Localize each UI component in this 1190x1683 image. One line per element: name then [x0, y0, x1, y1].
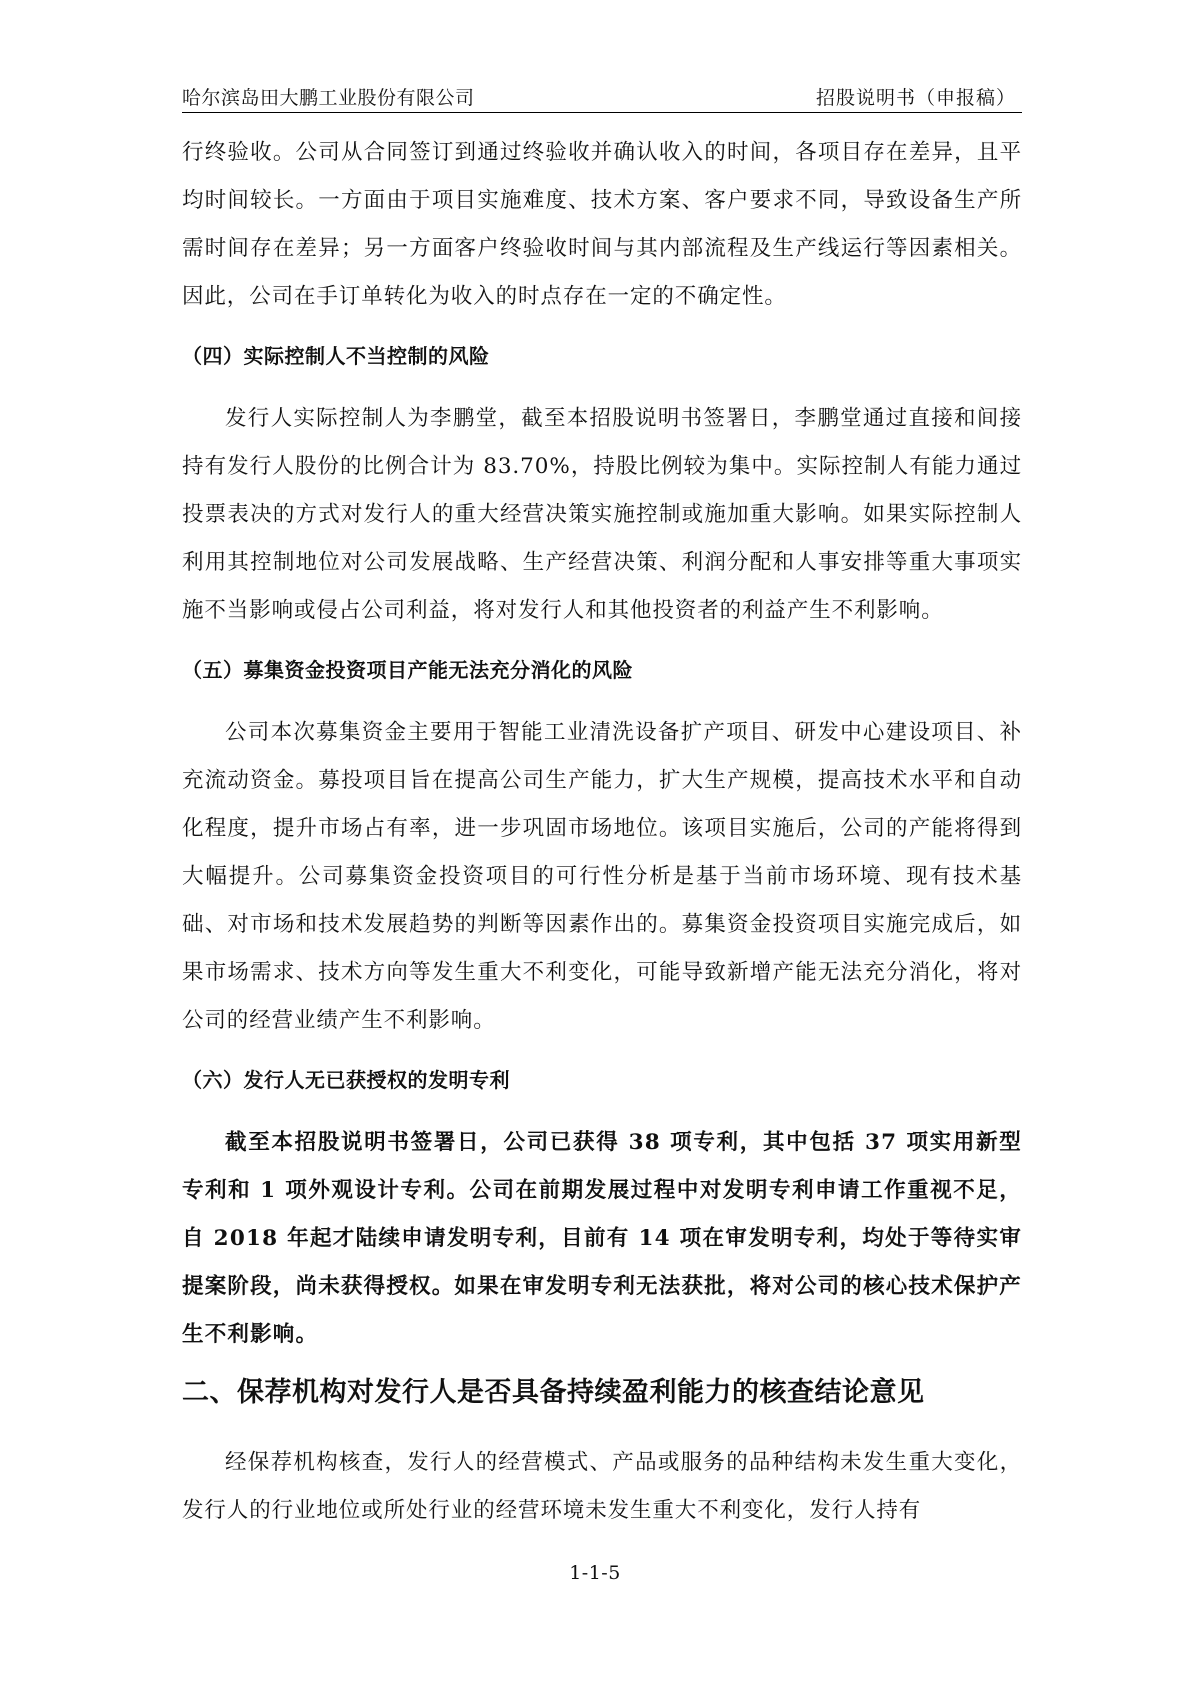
section-4-heading: （四）实际控制人不当控制的风险 — [182, 344, 490, 368]
document-page — [182, 78, 1022, 1535]
header-company-name: 哈尔滨岛田大鹏工业股份有限公司 — [182, 87, 475, 109]
page-number: 1-1-5 — [569, 1562, 621, 1584]
part-2-paragraph: 经保荐机构核查，发行人的经营模式、产品或服务的品种结构未发生重大变化，发行人的行业地位或所处行业的经营环境未发生重大不利变化，发行人持有 — [182, 1450, 1022, 1523]
part-2-heading: 二、保荐机构对发行人是否具备持续盈利能力的核查结论意见 — [182, 1377, 925, 1408]
section-4-paragraph: 发行人实际控制人为李鹏堂，截至本招股说明书签署日，李鹏堂通过直接和间接持有发行人股份的比例合计为 83.70%，持股比例较为集中。实际控制人有能力通过投票表决的方式对发行人的重大经营决策实施控制或施加重大影响。如果实际控制人利用其控制地位对公司发展战略、生产经营决策、利润分配和人事安排等重大事项实施不当影响或侵占公司利益，将对发行人和其他投资者的利益产生不利影响。 — [182, 406, 1022, 623]
header-document-type: 招股说明书（申报稿） — [815, 87, 1016, 109]
page-header — [182, 78, 1022, 113]
section-5-paragraph: 公司本次募集资金主要用于智能工业清洗设备扩产项目、研发中心建设项目、补充流动资金。募投项目旨在提高公司生产能力，扩大生产规模，提高技术水平和自动化程度，提升市场占有率，进一步巩固市场地位。该项目实施后，公司的产能将得到大幅提升。公司募集资金投资项目的可行性分析是基于当前市场环境、现有技术基础、对市场和技术发展趋势的判断等因素作出的。募集资金投资项目实施完成后，如果市场需求、技术方向等发生重大不利变化，可能导致新增产能无法充分消化，将对公司的经营业绩产生不利影响。 — [182, 720, 1022, 1033]
section-6-body — [182, 1119, 1022, 1359]
section-6-paragraph: 截至本招股说明书签署日，公司已获得 38 项专利，其中包括 37 项实用新型专利和 1 项外观设计专利。公司在前期发展过程中对发明专利申请工作重视不足，自 2018 年起才陆续申请发明专利，目前有 14 项在审发明专利，均处于等待实审提案阶段，尚未获得授权。如果在审发明专利无法获批，将对公司的核心技术保护产生不利影响。 — [182, 1130, 1022, 1347]
intro-paragraph: 行终验收。公司从合同签订到通过终验收并确认收入的时间，各项目存在差异，且平均时间较长。一方面由于项目实施难度、技术方案、客户要求不同，导致设备生产所需时间存在差异；另一方面客户终验收时间与其内部流程及生产线运行等因素相关。因此，公司在手订单转化为收入的时点存在一定的不确定性。 — [182, 140, 1022, 309]
section-6-heading: （六）发行人无已获授权的发明专利 — [182, 1068, 510, 1092]
section-5-heading: （五）募集资金投资项目产能无法充分消化的风险 — [182, 658, 633, 682]
